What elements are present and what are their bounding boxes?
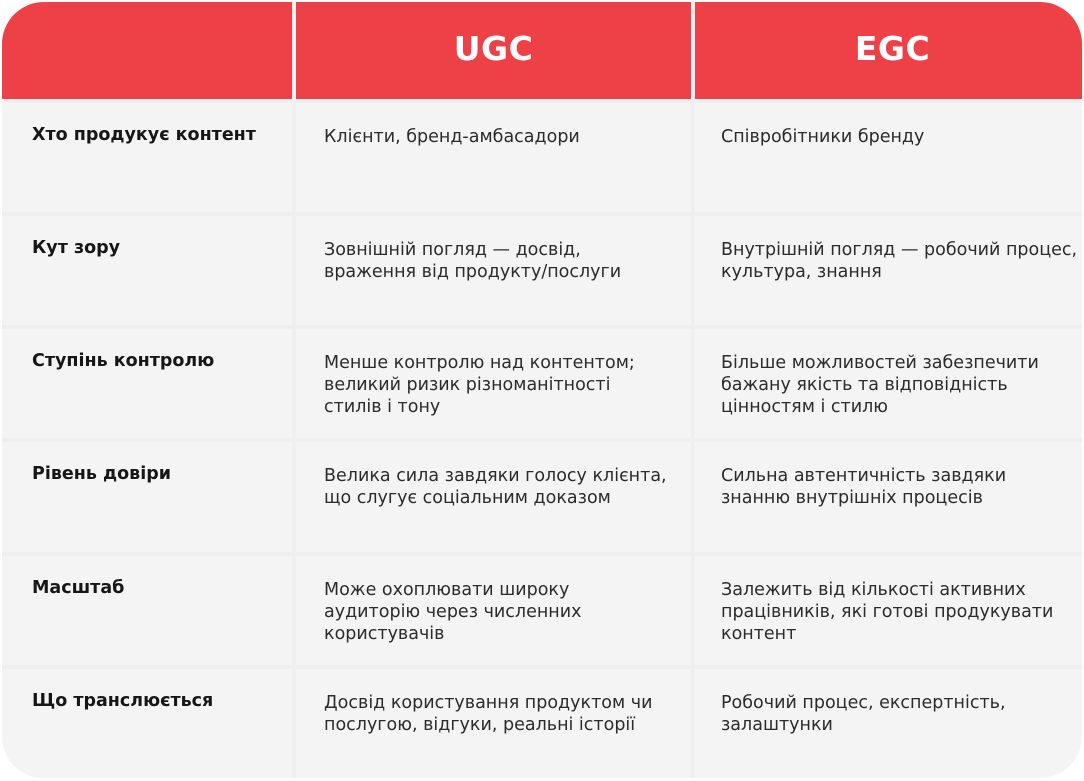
header-egc: EGC bbox=[695, 2, 1082, 99]
header-ugc: UGC bbox=[296, 2, 691, 99]
cell-ugc-broadcast: Досвід користування продуктом чи послугою, відгуки, реальні історії bbox=[296, 669, 691, 778]
row-label-broadcast: Що транслюється bbox=[2, 669, 292, 778]
row-label-point-of-view: Кут зору bbox=[2, 216, 292, 325]
cell-egc-control: Більше можливостей забезпечити бажану якість та відповідність цінностям і стилю bbox=[695, 329, 1082, 438]
row-label-scale: Масштаб bbox=[2, 556, 292, 665]
comparison-table bbox=[2, 2, 1082, 778]
cell-egc-broadcast: Робочий процес, експертність, залаштунки bbox=[695, 669, 1082, 778]
cell-ugc-control: Менше контролю над контентом; великий ризик різноманітності стилів і тону bbox=[296, 329, 691, 438]
cell-ugc-point-of-view: Зовнішній погляд — досвід, враження від продукту/послуги bbox=[296, 216, 691, 325]
cell-egc-trust: Сильна автентичність завдяки знанню внутрішніх процесів bbox=[695, 442, 1082, 551]
row-label-producer: Хто продукує контент bbox=[2, 103, 292, 212]
cell-ugc-scale: Може охоплювати широку аудиторію через численних користувачів bbox=[296, 556, 691, 665]
cell-egc-scale: Залежить від кількості активних працівників, які готові продукувати контент bbox=[695, 556, 1082, 665]
cell-egc-point-of-view: Внутрішній погляд — робочий процес, культура, знання bbox=[695, 216, 1082, 325]
row-label-trust: Рівень довіри bbox=[2, 442, 292, 551]
cell-ugc-trust: Велика сила завдяки голосу клієнта, що слугує соціальним доказом bbox=[296, 442, 691, 551]
cell-ugc-producer: Клієнти, бренд-амбасадори bbox=[296, 103, 691, 212]
cell-egc-producer: Співробітники бренду bbox=[695, 103, 1082, 212]
header-corner-cell bbox=[2, 2, 292, 99]
row-label-control: Ступінь контролю bbox=[2, 329, 292, 438]
